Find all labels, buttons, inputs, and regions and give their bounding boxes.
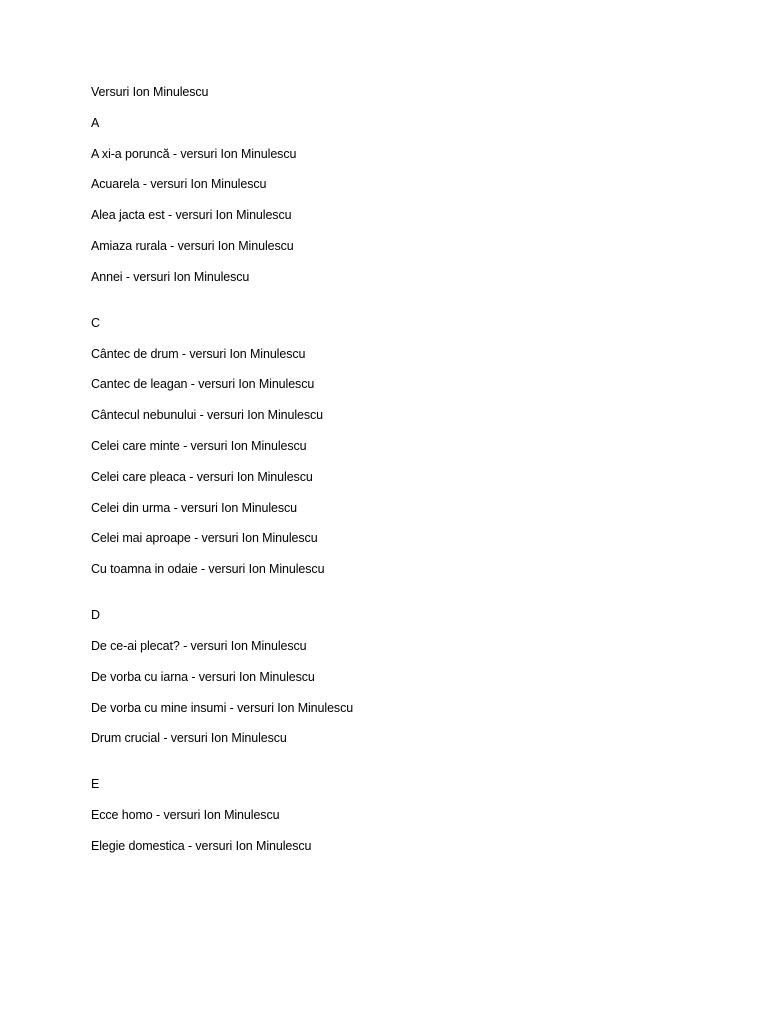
list-item: Celei din urma - versuri Ion Minulescu xyxy=(91,500,298,515)
document-content xyxy=(91,85,711,870)
section-letter: C xyxy=(91,315,100,330)
list-item: Alea jacta est - versuri Ion Minulescu xyxy=(91,208,292,223)
document-title: Versuri Ion Minulescu xyxy=(91,85,209,99)
list-item: Drum crucial - versuri Ion Minulescu xyxy=(91,731,287,746)
section-letter: E xyxy=(91,777,100,792)
section-letter: D xyxy=(91,608,100,623)
section-letter: A xyxy=(91,115,100,130)
list-item: Cantec de leagan - versuri Ion Minulescu xyxy=(91,377,315,392)
list-item: Ecce homo - versuri Ion Minulescu xyxy=(91,808,280,823)
list-item: A xi-a poruncă - versuri Ion Minulescu xyxy=(91,146,297,161)
section-d xyxy=(91,608,711,746)
list-item: De vorba cu mine insumi - versuri Ion Minulescu xyxy=(91,700,354,715)
section-e xyxy=(91,777,711,854)
list-item: Acuarela - versuri Ion Minulescu xyxy=(91,177,267,192)
list-item: Annei - versuri Ion Minulescu xyxy=(91,269,250,284)
list-item: Elegie domestica - versuri Ion Minulescu xyxy=(91,838,312,853)
list-item: Celei mai aproape - versuri Ion Minulescu xyxy=(91,531,318,546)
list-item: Celei care pleaca - versuri Ion Minulescu xyxy=(91,469,313,484)
section-a xyxy=(91,116,711,285)
list-item: Celei care minte - versuri Ion Minulescu xyxy=(91,438,307,453)
section-c xyxy=(91,316,711,577)
list-item: De vorba cu iarna - versuri Ion Minulescu xyxy=(91,669,315,684)
list-item: Cu toamna in odaie - versuri Ion Minulescu xyxy=(91,562,325,577)
list-item: Cântecul nebunului - versuri Ion Minulescu xyxy=(91,408,324,423)
list-item: Cântec de drum - versuri Ion Minulescu xyxy=(91,346,306,361)
list-item: De ce-ai plecat? - versuri Ion Minulescu xyxy=(91,638,307,653)
list-item: Amiaza rurala - versuri Ion Minulescu xyxy=(91,238,294,253)
